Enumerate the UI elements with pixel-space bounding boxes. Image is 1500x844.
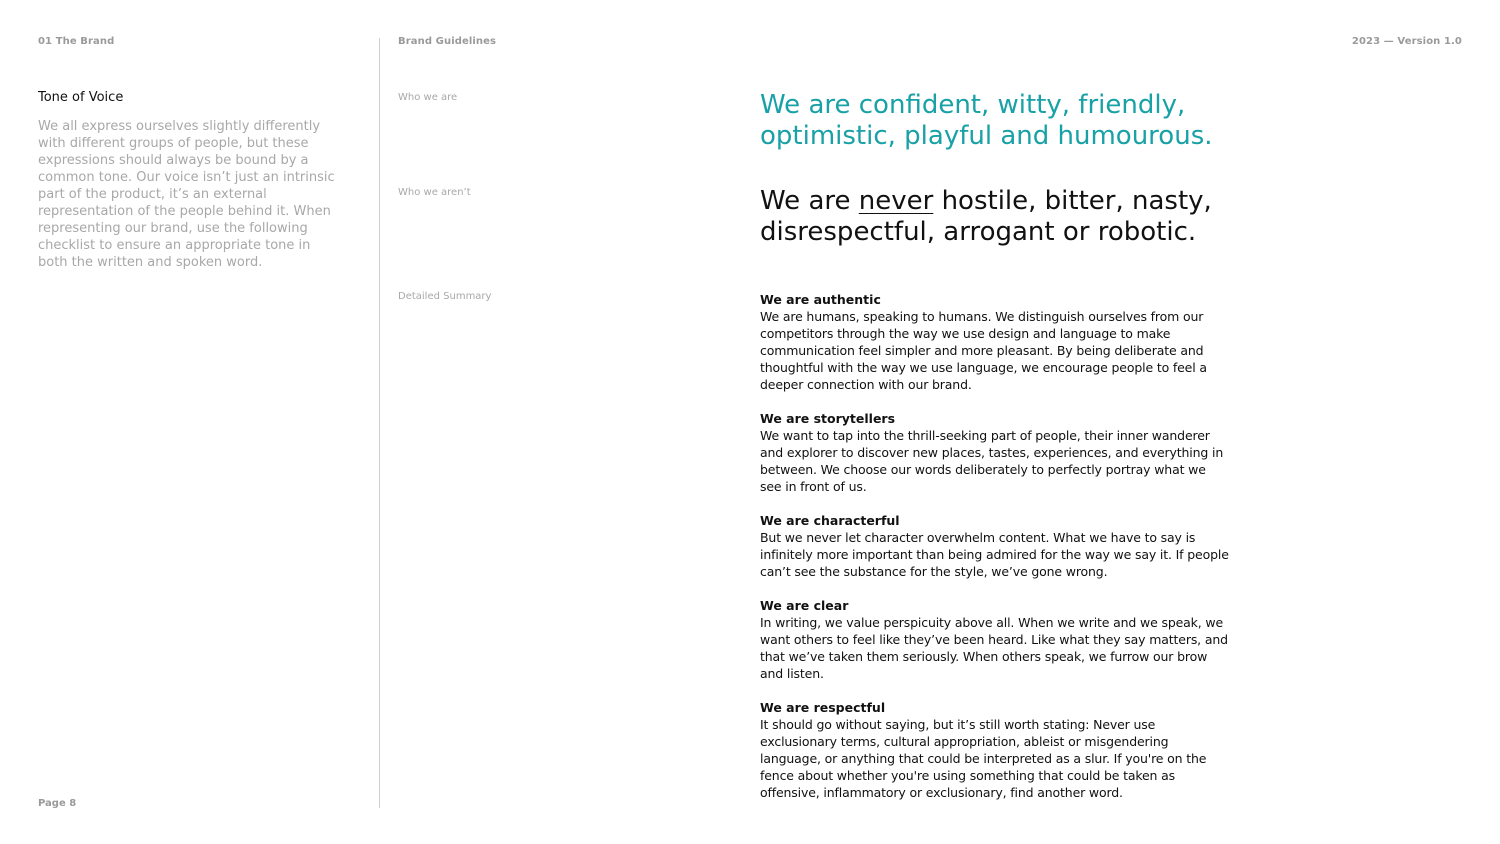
- summary-body: We are humans, speaking to humans. We distinguish ourselves from our competitors through the way we use design and language to make communication feel simpler and more pleasant. By being deliberate and thoughtful with the way we use language, we encourage people to feel a deeper connection with our brand.: [760, 309, 1207, 392]
- summary-block-characterful: [760, 512, 1230, 580]
- summary-title: We are authentic: [760, 292, 881, 307]
- headline-suffix: hostile, bitter, nasty, disrespectful, arrogant or robotic.: [760, 186, 1212, 247]
- column-divider: [379, 38, 380, 808]
- section-intro: We all express ourselves slightly differently with different groups of people, but these expressions should always be bound by a common tone. Our voice isn’t just an intrinsic part of the product, it’s an external representation of the people behind it. When representing our brand, use the following checklist to ensure an appropriate tone in both the written and spoken word.: [38, 119, 335, 270]
- summary-title: We are storytellers: [760, 411, 896, 426]
- label-who-we-are: Who we are: [398, 92, 458, 103]
- never-emphasis: never: [858, 186, 934, 216]
- summary-body: But we never let character overwhelm content. What we have to say is infinitely more important than being admired for the way we say it. If people can’t see the substance for the style, we’ve gone wrong.: [760, 530, 1229, 579]
- summary-body: We want to tap into the thrill-seeking part of people, their inner wanderer and explorer to discover new places, tastes, experiences, and everything in between. We choose our words deliberately to perfectly portray what we see in front of us.: [760, 428, 1224, 494]
- section-label: 01 The Brand: [38, 36, 115, 47]
- page-number: Page 8: [38, 798, 77, 809]
- who-we-arent-headline: [760, 186, 1320, 248]
- version-label: 2023 — Version 1.0: [1351, 36, 1462, 47]
- summary-block-respectful: [760, 699, 1230, 801]
- who-we-are-headline: We are confident, witty, friendly, optimistic, playful and humourous.: [760, 90, 1213, 151]
- summary-block-authentic: [760, 291, 1230, 393]
- section-title: Tone of Voice: [38, 90, 124, 105]
- label-detailed-summary: Detailed Summary: [398, 291, 492, 302]
- summary-block-storytellers: [760, 410, 1230, 495]
- summary-title: We are characterful: [760, 513, 900, 528]
- summary-body: It should go without saying, but it’s still worth stating: Never use exclusionary terms, cultural appropriation, ableist or misgendering language, or anything that could be interpreted as a slur. If you're on the fence about whether you're using something that could be taken as offensive, inflammatory or exclusionary, find another word.: [760, 717, 1207, 800]
- summary-title: We are respectful: [760, 700, 886, 715]
- headline-prefix: We are: [760, 186, 859, 216]
- document-title: Brand Guidelines: [398, 36, 497, 47]
- summary-block-clear: [760, 597, 1230, 682]
- summary-body: In writing, we value perspicuity above all. When we write and we speak, we want others to feel like they’ve been heard. Like what they say matters, and that we’ve taken them seriously. When others speak, we furrow our brow and listen.: [760, 615, 1228, 681]
- summary-title: We are clear: [760, 598, 849, 613]
- label-who-we-arent: Who we aren’t: [398, 187, 471, 198]
- detailed-summary: [760, 291, 1230, 818]
